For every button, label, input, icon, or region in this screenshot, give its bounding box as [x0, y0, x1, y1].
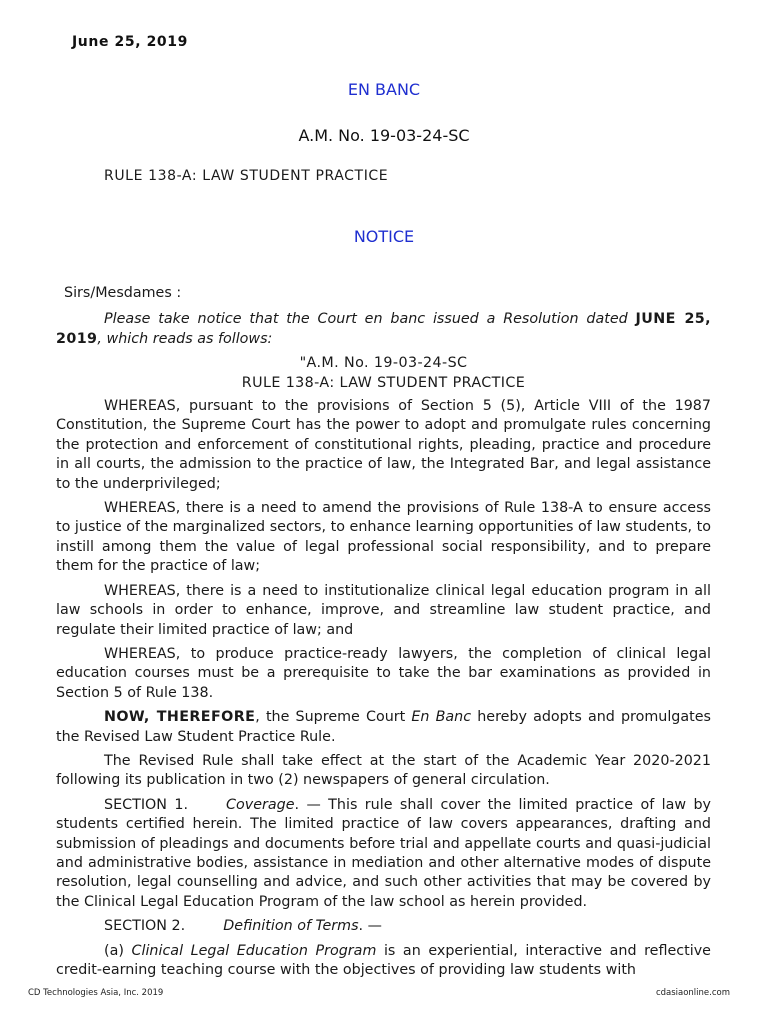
section-1-label: SECTION 1.: [104, 796, 189, 813]
whereas-paragraph-4: WHEREAS, to produce practice-ready lawyers, the completion of clinical legal education courses must be a prerequisite to take the bar examinations as provided in Section 5 of Rule 138.: [56, 645, 711, 701]
item-a-paragraph: [56, 942, 711, 981]
section-1-paragraph: [56, 796, 711, 912]
section-1-heading: Coverage: [226, 796, 295, 813]
rule-title: RULE 138-A: LAW STUDENT PRACTICE: [104, 168, 389, 184]
now-therefore-mid: , the Supreme Court: [255, 709, 412, 726]
document-date: June 25, 2019: [72, 34, 188, 50]
quoted-rule-title: RULE 138-A: LAW STUDENT PRACTICE: [241, 374, 526, 391]
division-heading: EN BANC: [347, 80, 421, 99]
now-therefore-italic: En Banc: [411, 709, 472, 726]
case-number: A.M. No. 19-03-24-SC: [298, 126, 470, 145]
document-body: [56, 284, 711, 985]
item-a-term: Clinical Legal Education Program: [131, 942, 377, 959]
section-2-paragraph: [56, 917, 711, 936]
whereas-paragraph-1: WHEREAS, pursuant to the provisions of Section 5 (5), Article VIII of the 1987 Constitution, the Supreme Court has the power to adopt and promulgate rules concerning the protection and enforcement of constitutional rights, pleading, practice and procedure in all courts, the admission to the practice of law, the Integrated Bar, and legal assistance to the underprivileged;: [56, 398, 711, 492]
now-therefore-bold: NOW, THEREFORE: [104, 709, 256, 726]
intro-tail: , which reads as follows:: [97, 330, 273, 347]
intro-date: JUNE 25, 2019: [56, 311, 711, 347]
section-1-text: . — This rule shall cover the limited practice of law by students certified herein. The limited practice of law covers appearances, drafting and submission of pleadings and documents before trial and appellate courts and quasi-judicial and administrative bodies, assistance in mediation and other alternative modes of dispute resolution, legal counselling and advice, and such other activities that may be covered by the Clinical Legal Education Program of the law school as herein provided.: [56, 796, 711, 910]
now-therefore-paragraph: [56, 708, 711, 747]
intro-paragraph: [56, 310, 711, 349]
effectivity-paragraph: The Revised Rule shall take effect at the start of the Academic Year 2020-2021 following its publication in two (2) newspapers of general circulation.: [56, 752, 711, 789]
footer-website: cdasiaonline.com: [655, 988, 730, 998]
quoted-case-number: "A.M. No. 19-03-24-SC: [299, 355, 468, 372]
whereas-paragraph-2: WHEREAS, there is a need to amend the provisions of Rule 138-A to ensure access to justice of the marginalized sectors, to enhance learning opportunities of law students, to instill among them the value of legal professional social responsibility, and to prepare them for the practice of law;: [56, 500, 711, 575]
item-a-text: is an experiential, interactive and reflective credit-earning teaching course with the objectives of providing law students with: [56, 942, 711, 978]
footer-copyright: CD Technologies Asia, Inc. 2019: [28, 988, 164, 998]
item-a-prefix: (a): [104, 942, 132, 959]
section-2-label: SECTION 2.: [104, 918, 186, 935]
intro-italic: Please take notice that the Court en banc issued a Resolution dated: [104, 311, 636, 328]
whereas-paragraph-3: WHEREAS, there is a need to institutionalize clinical legal education program in all law schools in order to enhance, improve, and streamline law student practice, and regulate their limited practice of law; and: [56, 582, 711, 638]
salutation: Sirs/Mesdames :: [64, 285, 182, 301]
now-therefore-tail: hereby adopts and promulgates the Revised Law Student Practice Rule.: [56, 709, 711, 745]
section-2-heading: Definition of Terms: [223, 918, 359, 935]
section-2-tail: . —: [358, 918, 382, 935]
notice-heading: NOTICE: [353, 227, 415, 246]
